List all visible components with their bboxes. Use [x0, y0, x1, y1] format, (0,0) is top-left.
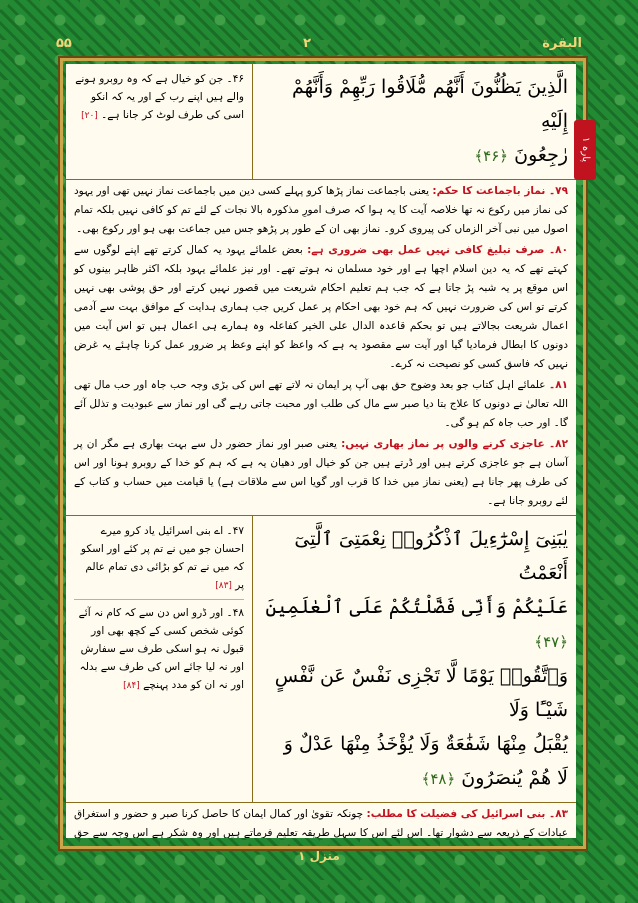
tafsir-paragraph — [74, 805, 568, 838]
urdu-translation-48 — [74, 604, 244, 695]
divider — [74, 599, 244, 600]
urdu-text: ۴۷۔ اے بنی اسرائیل یاد کرو میرے احسان جو میں نے تم پر کئے اور اسکو کہ میں نے تم کو بڑائی دی تمام عالم پر — [80, 525, 244, 591]
arabic-line: الَّذِينَ يَظُنُّونَ أَنَّهُم مُّلَاقُوا رَبِّهِمْ وَأَنَّهُمْ إِلَيْهِ — [291, 76, 568, 132]
tafsir-heading: ۸۰۔ صرف تبلیغ کافی نہیں عمل بھی ضروری ہے: — [307, 244, 568, 256]
ayah-number-marker: ﴿۴۷﴾ — [534, 633, 568, 651]
tafsir-section-2 — [66, 803, 576, 838]
tafsir-text: بعض علمائے یہود یہ کمال کرتے تھے اپنے لوگوں سے کہتے تھے کہ یہ دین اسلام اچھا ہے اور خود مسلمان نہ ہوتے تھے۔ اور نیز علمائے یہود بلکہ اکثر ظاہر بینوں کو اس موقع پر یہ شبہ پڑ جاتا ہے کہ جب ہم تعلیم احکام شریعت میں قصور نہیں کرتے اور حق پوشی بھی نہیں کرتے تو اس کی ضرورت نہیں کہ ہم خود بھی احکام پر عمل کریں جب ہماری ہدایت کے موافق بہت سے آدمی اعمال شریعت بجالاتے ہیں تو بحکم قاعدہ الدال علی الخیر کفاعلہ وہ ہمارے ہی اعمال ہیں تو اس آیت میں دونوں کا ابطال فرمادیا گیا اور آیت سے مقصود یہ ہے کہ واعظ کو اپنے وعظ پر ضرور عمل کرنا چاہئے یہ غرض نہیں کہ فاسق کسی کو نصیحت نہ کرے۔ — [74, 244, 568, 370]
tafsir-heading: ۸۱۔ — [549, 379, 569, 391]
tafsir-text: علمائے اہل کتاب جو بعد وضوح حق بھی آپ پر ایمان نہ لاتے تھے اس کی بڑی وجہ حب جاہ اور حب مال تھی اللہ تعالیٰ نے دونوں کا علاج بتا دیا صبر سے مال کی طلب اور محبت جاتی رہے گی اور نماز سے عبودیت و تذلل آئے گا۔ اور حب جاہ کم ہو گی۔ — [74, 379, 568, 429]
arabic-line-text: لَا هُمْ يُنصَرُونَ — [461, 767, 568, 789]
arabic-line: وَٱتَّقُوا۟ يَوْمًا لَّا تَجْزِى نَفْسٌ عَن نَّفْسٍ شَيْـًٔا وَلَا — [274, 665, 568, 721]
arabic-line — [261, 590, 568, 659]
surah-name: البقرة — [542, 35, 582, 51]
footnote-ref: [۸۴] — [123, 681, 140, 691]
urdu-text: ۴۶۔ جن کو خیال ہے کہ وہ روبرو ہونے والے ہیں اپنے رب کے اور یہ کہ انکو اسی کی طرف لوٹ کر جانا ہے۔ — [75, 73, 244, 121]
footnote-ref: [۸۳] — [215, 581, 232, 591]
tafsir-paragraph — [74, 376, 568, 433]
ayah-number: ۴۶ — [483, 147, 500, 165]
tafsir-text: یعنی باجماعت نماز پڑھا کرو پہلے کسی دین میں باجماعت نماز نہیں تھی اور یہود کی نماز میں رکوع نہ تھا خلاصہ آیت کا یہ ہوا کہ صرف امورِ مذکورہ بالا نجات کے لئے تم کو کافی نہیں بلکہ تمام اصول میں نبی آخر الزماں کی پیروی کرو۔ نماز بھی ان کے طور پر پڑھو جس میں جماعت بھی ہو اور رکوع بھی۔ — [74, 185, 568, 235]
tafsir-paragraph — [74, 435, 568, 511]
tafsir-text: یعنی صبر اور نماز حضور دل سے بہت بھاری ہے مگر ان پر آسان ہے جو عاجزی کرتے ہیں اور ڈرتے ہیں جن کو خیال اور دھیان یہ ہے کہ ہم کو خدا کے روبرو ہونا اور اس کی طرف پھر جانا ہے (یعنی نماز میں خدا کا قرب اور گویا اس سے ملاقات ہے) یا قیامت میں حساب و کتاب کے لئے روبرو جانا ہے۔ — [74, 438, 568, 507]
page-number: ۵۵ — [56, 35, 72, 51]
tafsir-heading: ۸۳۔ بنی اسرائیل کی فضیلت کا مطلب: — [366, 808, 569, 820]
tafsir-section-1 — [66, 180, 576, 516]
verse-block-47-48 — [66, 516, 576, 803]
arabic-line — [261, 761, 568, 796]
urdu-translation-47-48 — [66, 516, 253, 802]
arabic-line: يٰبَنِىٓ إِسْرَٰٓءِيلَ ٱذْكُرُوا۟ نِعْمَتِىَ ٱلَّتِىٓ أَنْعَمْتُ — [294, 528, 568, 584]
page-footer: منزل ۱ — [298, 849, 340, 863]
footnote-ref: [۲۰] — [81, 111, 98, 121]
tafsir-heading: ۷۹۔ نماز باجماعت کا حکم: — [432, 185, 568, 197]
arabic-line-text: رٰجِعُونَ — [514, 144, 568, 166]
page-content — [66, 64, 576, 838]
arabic-line: يُقْبَلُ مِنْهَا شَفَٰعَةٌ وَلَا يُؤْخَذُ مِنْهَا عَدْلٌ وَ — [283, 733, 568, 755]
tafsir-paragraph — [74, 182, 568, 239]
arabic-verse-46 — [253, 64, 576, 179]
ayah-number-marker: ﴿۴۶﴾ — [474, 147, 509, 165]
arabic-line — [261, 138, 568, 173]
tafsir-heading: ۸۲۔ عاجزی کرنے والوں پر نماز بھاری نہیں: — [341, 438, 568, 450]
tafsir-text: چونکہ تقویٰ اور کمال ایمان کا حاصل کرنا صبر و حضور و استغراق عبادات کے ذریعہ سے دشوار تھا۔ اس لئے اس کا سہل طریقہ تعلیم فرماتے ہیں اور وہ شکر ہے اس وجہ سے حق — [74, 808, 568, 838]
ayah-number-marker: ﴿۴۸﴾ — [421, 770, 456, 788]
ayah-number: ۴۸ — [430, 770, 447, 788]
verse-block-46 — [66, 64, 576, 180]
urdu-translation-47 — [74, 522, 244, 595]
page-header — [38, 30, 600, 56]
arabic-verse-47-48 — [253, 516, 576, 802]
arabic-line-text: عَلَيْكُمْ وَأَنِّى فَضَّلْتُكُمْ عَلَى ٱلْعٰلَمِينَ — [265, 596, 568, 618]
para-number: ۲ — [303, 35, 312, 51]
tafsir-paragraph — [74, 241, 568, 374]
urdu-translation-46 — [66, 64, 253, 179]
urdu-text: ۴۸۔ اور ڈرو اس دن سے کہ کام نہ آئے کوئی شخص کسی کے کچھ بھی اور قبول نہ ہو اسکی طرف سے سفارش اور نہ لیا جائے اس کی طرف سے بدلہ اور نہ ان کو مدد پہنچے — [78, 607, 244, 691]
ayah-number: ۴۷ — [543, 633, 560, 651]
para-side-tab: پارہ ۱ — [574, 120, 596, 180]
